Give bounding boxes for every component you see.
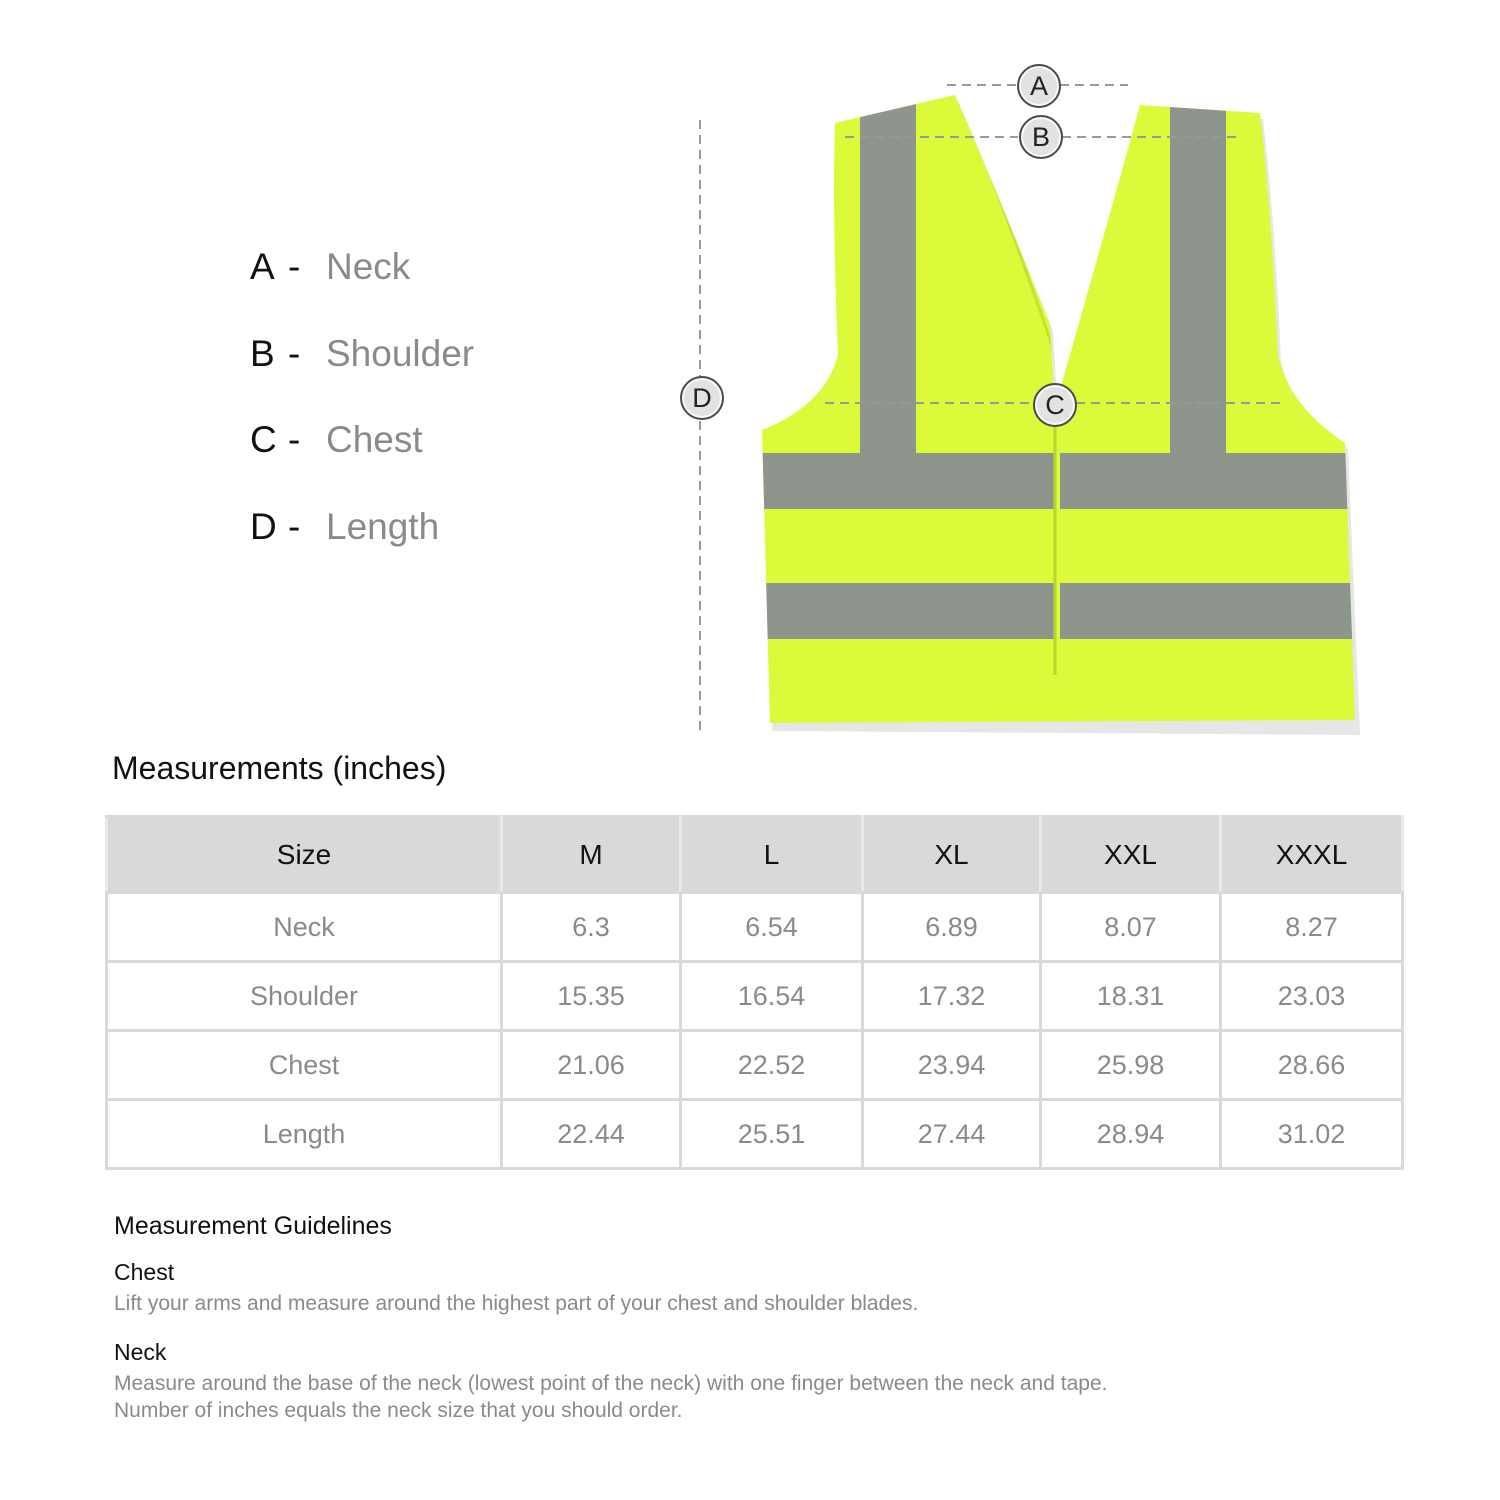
lower-horizontal-strip-right (1060, 583, 1360, 639)
table-cell: 25.51 (681, 1100, 863, 1169)
guideline-heading-neck: Neck (114, 1339, 167, 1365)
vest-diagram (660, 55, 1380, 755)
right-vertical-strip (1170, 95, 1226, 465)
table-cell: 23.03 (1221, 962, 1403, 1031)
legend-label: Neck (326, 246, 411, 287)
header-m: M (502, 817, 681, 893)
lower-horizontal-strip-left (755, 583, 1055, 639)
table-cell: 28.66 (1221, 1031, 1403, 1100)
table-cell: 18.31 (1041, 962, 1221, 1031)
guideline-heading-chest: Chest (114, 1259, 175, 1285)
table-row (107, 1031, 1403, 1100)
table-cell: 21.06 (502, 1031, 681, 1100)
table-title: Measurements (inches) (112, 750, 447, 786)
legend-row-chest (250, 413, 474, 500)
header-xxl: XXL (1041, 817, 1221, 893)
table-cell: 22.52 (681, 1031, 863, 1100)
marker-b: B (1019, 115, 1063, 159)
guideline-line: Number of inches equals the neck size that you should order. (114, 1399, 683, 1422)
legend-row-shoulder (250, 327, 474, 414)
row-label: Shoulder (107, 962, 502, 1031)
table-cell: 8.07 (1041, 893, 1221, 962)
table-row (107, 1100, 1403, 1169)
legend-letter: D (250, 505, 277, 547)
table-row (107, 893, 1403, 962)
table-cell: 31.02 (1221, 1100, 1403, 1169)
table-cell: 17.32 (863, 962, 1041, 1031)
marker-d: D (680, 376, 724, 420)
vest-illustration (660, 55, 1380, 755)
header-xxxl: XXXL (1221, 817, 1403, 893)
header-l: L (681, 817, 863, 893)
legend-row-neck (250, 240, 474, 327)
marker-a: A (1017, 64, 1061, 108)
table-cell: 6.3 (502, 893, 681, 962)
guideline-text-neck (114, 1370, 1374, 1424)
legend-label: Length (326, 505, 440, 547)
guidelines-title: Measurement Guidelines (114, 1212, 392, 1240)
table-cell: 8.27 (1221, 893, 1403, 962)
header-size: Size (107, 817, 502, 893)
row-label: Chest (107, 1031, 502, 1100)
row-label: Neck (107, 893, 502, 962)
legend-dash: - (288, 332, 301, 374)
legend-row-length (250, 500, 474, 587)
size-chart-table (105, 815, 1404, 1170)
guideline-line: Measure around the base of the neck (lowest point of the neck) with one finger between the neck and tape. (114, 1372, 1108, 1395)
upper-horizontal-strip-left (755, 453, 1055, 509)
legend-dash: - (288, 505, 301, 547)
table-cell: 6.89 (863, 893, 1041, 962)
table-cell: 27.44 (863, 1100, 1041, 1169)
guideline-line: Lift your arms and measure around the highest part of your chest and shoulder blades. (114, 1292, 919, 1315)
marker-c: C (1033, 383, 1077, 427)
left-vertical-strip (860, 95, 916, 465)
upper-horizontal-strip-right (1060, 453, 1360, 509)
guideline-text-chest (114, 1290, 1374, 1317)
table-row (107, 962, 1403, 1031)
legend-label: Shoulder (326, 332, 475, 374)
table-cell: 22.44 (502, 1100, 681, 1169)
legend-dash: - (288, 419, 301, 460)
legend-letter: C (250, 419, 277, 460)
table-cell: 23.94 (863, 1031, 1041, 1100)
row-label: Length (107, 1100, 502, 1169)
legend-dash: - (288, 246, 301, 287)
legend-letter: B (250, 332, 275, 374)
measurement-guidelines (114, 1212, 1374, 1446)
table-cell: 25.98 (1041, 1031, 1221, 1100)
measurement-legend (250, 240, 474, 586)
header-xl: XL (863, 817, 1041, 893)
legend-letter: A (250, 246, 275, 287)
table-cell: 16.54 (681, 962, 863, 1031)
table-cell: 28.94 (1041, 1100, 1221, 1169)
table-cell: 6.54 (681, 893, 863, 962)
legend-label: Chest (326, 419, 423, 460)
table-cell: 15.35 (502, 962, 681, 1031)
table-header-row (107, 817, 1403, 893)
